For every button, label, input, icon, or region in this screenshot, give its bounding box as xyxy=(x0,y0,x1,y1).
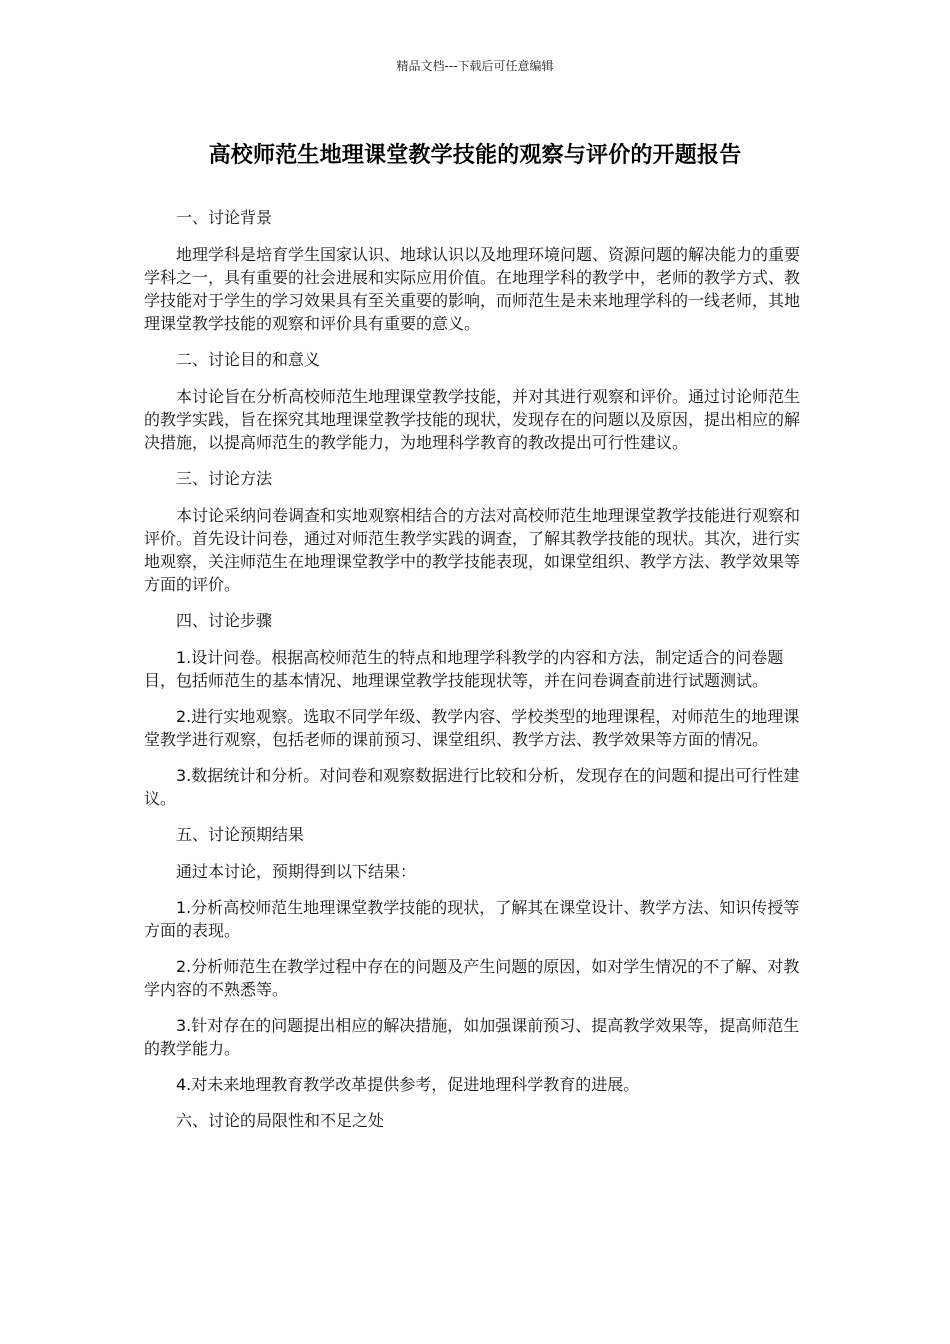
paragraph-background: 地理学科是培育学生国家认识、地球认识以及地理环境问题、资源问题的解决能力的重要学科之一，具有重要的社会进展和实际应用价值。在地理学科的教学中，老师的教学方式、教学技能对于学生的学习效果具有至关重要的影响，而师范生是未来地理学科的一线老师，其地理课堂教学技能的观察和评价具有重要的意义。 xyxy=(144,245,801,333)
paragraph-step-2: 2.进行实地观察。选取不同学年级、教学内容、学校类型的地理课程，对师范生的地理课堂教学进行观察，包括老师的课前预习、课堂组织、教学方法、教学效果等方面的情况。 xyxy=(144,707,800,749)
paragraph-result-2: 2.分析师范生在教学过程中存在的问题及产生问题的原因，如对学生情况的不了解、对教学内容的不熟悉等。 xyxy=(144,957,800,999)
paragraph-step-1: 1.设计问卷。根据高校师范生的特点和地理学科教学的内容和方法，制定适合的问卷题目，包括师范生的基本情况、地理课堂教学技能现状等，并在问卷调查前进行试题测试。 xyxy=(144,648,784,690)
document-title: 高校师范生地理课堂教学技能的观察与评价的开题报告 xyxy=(208,143,742,168)
section-heading-method: 三、讨论方法 xyxy=(176,469,273,488)
paragraph-method: 本讨论采纳问卷调查和实地观察相结合的方法对高校师范生地理课堂教学技能进行观察和评价。首先设计问卷，通过对师范生教学实践的调查，了解其教学技能的现状。其次，进行实地观察，关注师范生在地理课堂教学中的教学技能表现，如课堂组织、教学方法、教学效果等方面的评价。 xyxy=(144,506,801,594)
section-heading-limitations: 六、讨论的局限性和不足之处 xyxy=(176,1111,385,1130)
section-heading-expected-results: 五、讨论预期结果 xyxy=(176,825,305,844)
paragraph-result-4: 4.对未来地理教育教学改革提供参考，促进地理科学教育的进展。 xyxy=(176,1075,640,1094)
paragraph-results-intro: 通过本讨论，预期得到以下结果： xyxy=(176,862,417,881)
paragraph-purpose: 本讨论旨在分析高校师范生地理课堂教学技能，并对其进行观察和评价。通过讨论师范生的教学实践，旨在探究其地理课堂教学技能的现状，发现存在的问题以及原因，提出相应的解决措施，以提高师范生的教学能力，为地理科学教育的教改提出可行性建议。 xyxy=(144,387,801,452)
section-heading-background: 一、讨论背景 xyxy=(176,208,273,227)
section-heading-purpose: 二、讨论目的和意义 xyxy=(176,350,321,369)
header-note: 精品文档---下载后可任意编辑 xyxy=(396,59,554,73)
paragraph-result-1: 1.分析高校师范生地理课堂教学技能的现状，了解其在课堂设计、教学方法、知识传授等方面的表现。 xyxy=(144,898,800,940)
paragraph-result-3: 3.针对存在的问题提出相应的解决措施，如加强课前预习、提高教学效果等，提高师范生的教学能力。 xyxy=(144,1016,800,1058)
paragraph-step-3: 3.数据统计和分析。对问卷和观察数据进行比较和分析，发现存在的问题和提出可行性建议。 xyxy=(144,766,800,808)
section-heading-steps: 四、讨论步骤 xyxy=(176,611,273,630)
document-body xyxy=(144,206,804,1146)
